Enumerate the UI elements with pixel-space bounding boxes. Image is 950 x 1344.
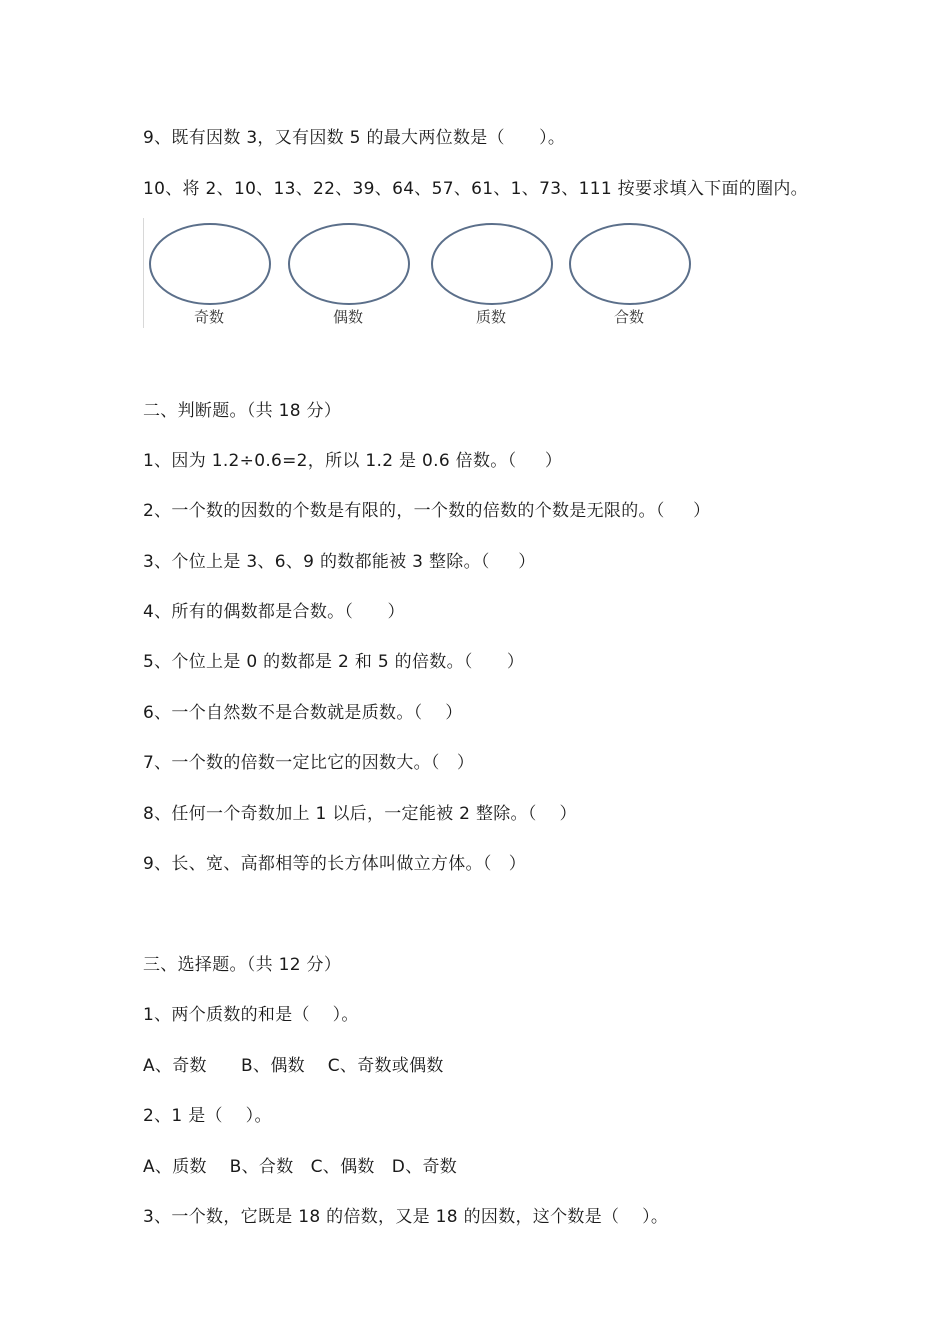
judge-4: 4、所有的偶数都是合数。（ ） [143,602,405,622]
odd-circle[interactable] [150,224,270,304]
section-3-title: 三、选择题。（共 12 分） [143,955,342,975]
judge-6: 6、一个自然数不是合数就是质数。（ ） [143,703,463,723]
choice-2-options: A、质数 B、合数 C、偶数 D、奇数 [143,1157,458,1177]
judge-1: 1、因为 1.2÷0.6=2，所以 1.2 是 0.6 倍数。（ ） [143,451,563,471]
composite-circle[interactable] [570,224,690,304]
choice-3: 3、一个数，它既是 18 的倍数，又是 18 的因数，这个数是（ ）。 [143,1207,669,1227]
composite-label: 合数 [613,308,644,326]
prime-label: 质数 [475,308,506,326]
choice-2: 2、1 是（ ）。 [143,1106,272,1126]
judge-3: 3、个位上是 3、6、9 的数都能被 3 整除。（ ） [143,552,536,572]
question-10: 10、将 2、10、13、22、39、64、57、61、1、73、111 按要求填入下面的圈内。 [143,179,808,199]
even-label: 偶数 [332,308,363,326]
judge-8: 8、任何一个奇数加上 1 以后，一定能被 2 整除。（ ） [143,804,577,824]
judge-7: 7、一个数的倍数一定比它的因数大。（ ） [143,753,475,773]
judge-9: 9、长、宽、高都相等的长方体叫做立方体。（ ） [143,854,527,874]
prime-circle[interactable] [432,224,552,304]
section-2-title: 二、判断题。（共 18 分） [143,401,342,421]
odd-label: 奇数 [193,308,224,326]
even-circle[interactable] [289,224,409,304]
judge-2: 2、一个数的因数的个数是有限的，一个数的倍数的个数是无限的。（ ） [143,501,711,521]
judge-5: 5、个位上是 0 的数都是 2 和 5 的倍数。（ ） [143,652,525,672]
choice-1: 1、两个质数的和是（ ）。 [143,1005,359,1025]
question-9: 9、既有因数 3，又有因数 5 的最大两位数是（ ）。 [143,128,566,148]
choice-1-options: A、奇数 B、偶数 C、奇数或偶数 [143,1056,444,1076]
